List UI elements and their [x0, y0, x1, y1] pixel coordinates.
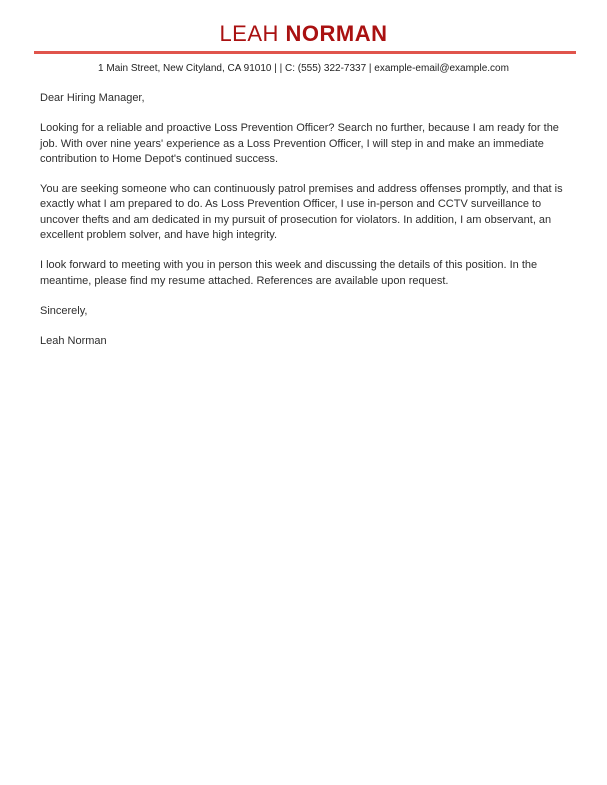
letter-body — [40, 91, 569, 350]
body-paragraph-2: You are seeking someone who can continuously patrol premises and address offenses promptly, and that is exactly what I am prepared to do. As Loss Prevention Officer, I use in-person and CCTV surveillance to uncover thefts and am dedicated in my pursuit of prosecution for violators. In addition, I am observant, an excellent problem solver, and have high integrity. — [40, 183, 563, 242]
candidate-name — [0, 21, 607, 47]
contact-info-line: 1 Main Street, New Cityland, CA 91010 | | C: (555) 322-7337 | example-email@example.com — [98, 63, 509, 74]
body-paragraph-1: Looking for a reliable and proactive Loss Prevention Officer? Search no further, because I am ready for the job. With over nine years' experience as a Loss Prevention Officer, I will step in and make an immediate contribution to Home Depot's continued success. — [40, 122, 559, 165]
body-paragraph-3: I look forward to meeting with you in person this week and discussing the details of this position. In the meantime, please find my resume attached. References are available upon request. — [40, 259, 538, 287]
signature-name: Leah Norman — [40, 335, 107, 348]
candidate-first-name: LEAH — [219, 21, 279, 46]
candidate-last-name: NORMAN — [285, 21, 388, 46]
header-divider-rule — [34, 51, 576, 54]
greeting-line: Dear Hiring Manager, — [40, 92, 145, 104]
closing-line: Sincerely, — [40, 304, 88, 317]
letter-header — [0, 0, 607, 74]
